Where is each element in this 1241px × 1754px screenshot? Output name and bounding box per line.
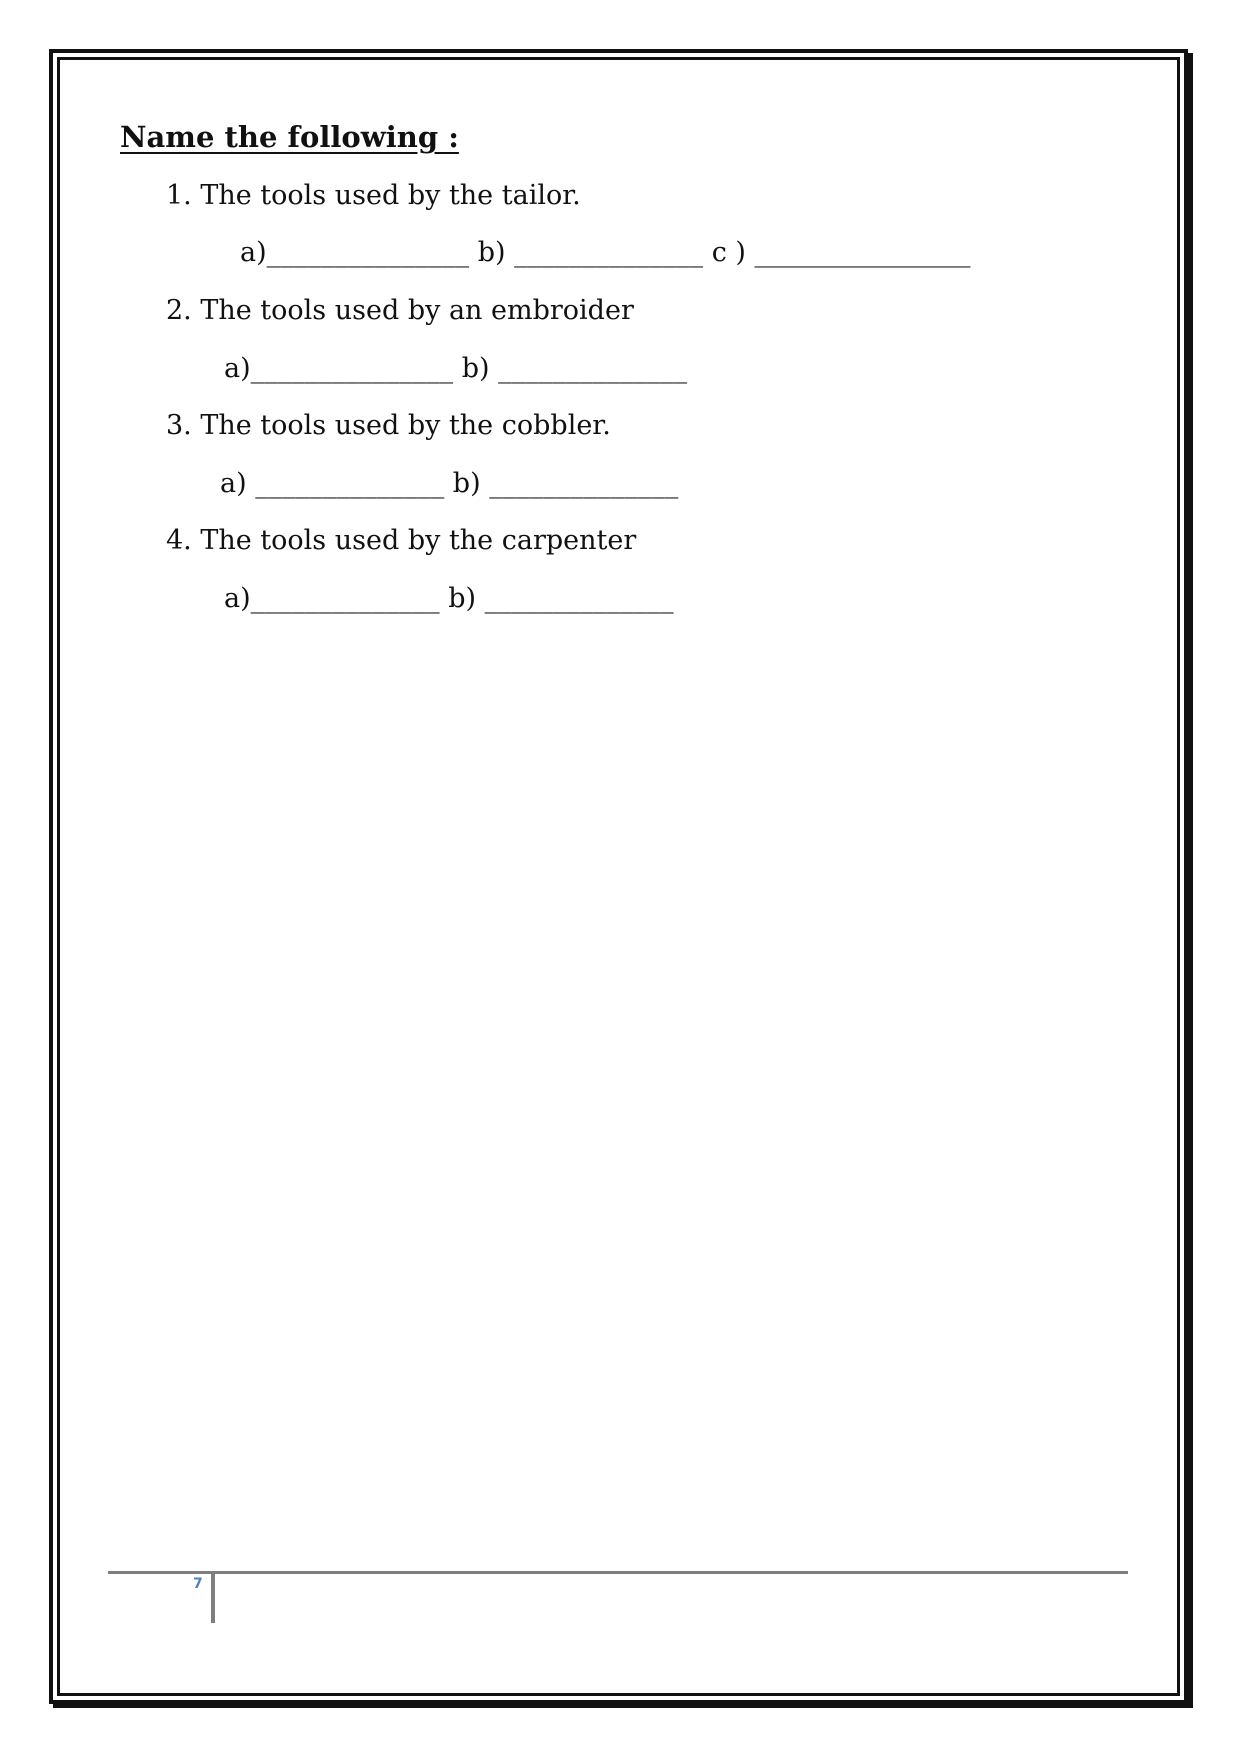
question-4: 4. The tools used by the carpenter: [166, 525, 637, 556]
worksheet-heading: Name the following :: [120, 120, 459, 154]
question-3: 3. The tools used by the cobbler.: [166, 410, 611, 441]
answer-row-3: a) ______________ b) ______________: [220, 468, 679, 499]
footer-rule: [108, 1571, 1128, 1574]
answer-row-1: a)_______________ b) ______________ c ) ________________: [240, 237, 971, 268]
answer-row-2: a)_______________ b) ______________: [224, 353, 688, 384]
page-border-shadow-right: [1188, 53, 1193, 1708]
footer-divider: [211, 1571, 215, 1623]
question-2: 2. The tools used by an embroider: [166, 295, 634, 326]
page-number: 7: [193, 1576, 203, 1592]
question-1: 1. The tools used by the tailor.: [166, 180, 581, 211]
answer-row-4: a)______________ b) ______________: [224, 583, 674, 614]
page-border-shadow-bottom: [53, 1704, 1193, 1708]
